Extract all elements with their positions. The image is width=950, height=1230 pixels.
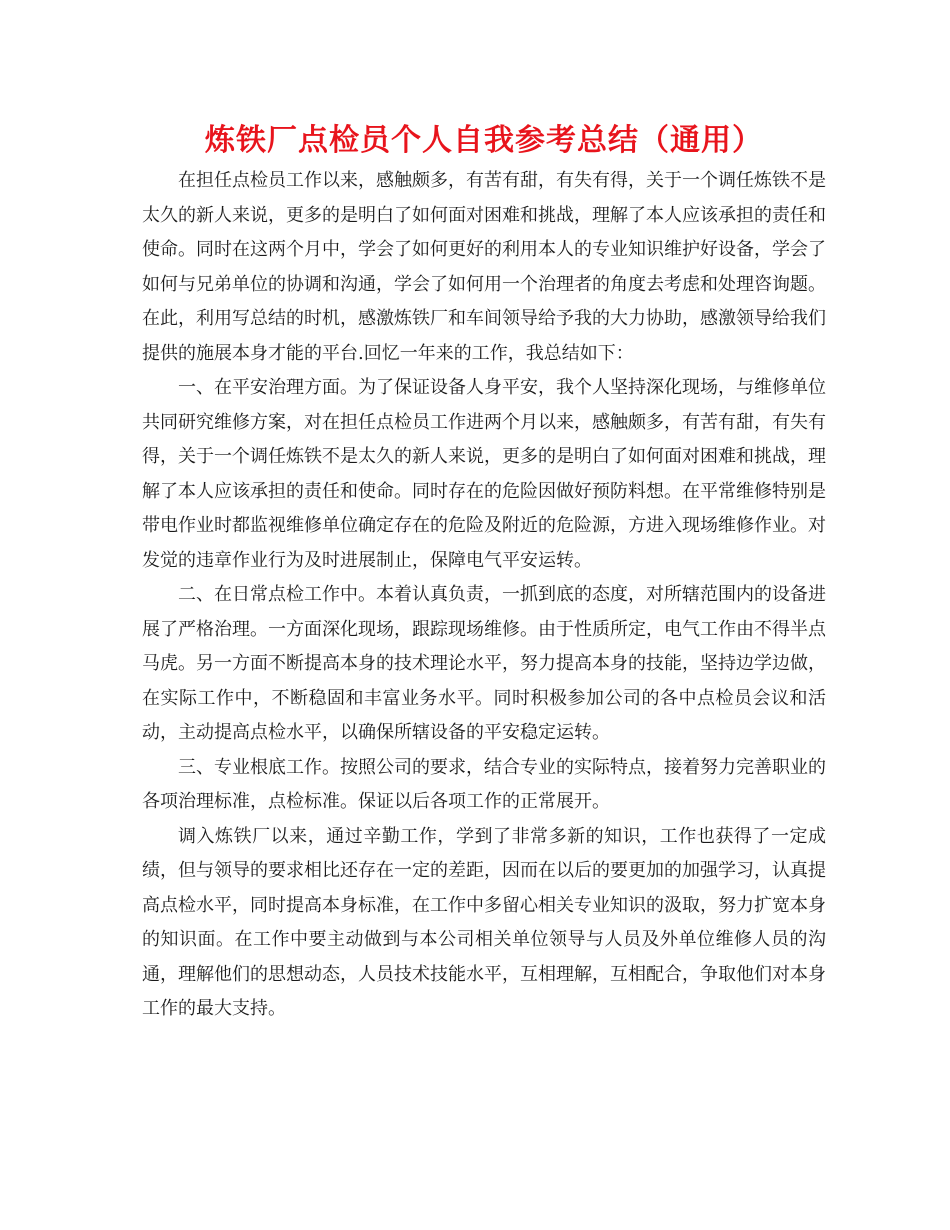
document-title: 炼铁厂点检员个人自我参考总结（通用） [205, 123, 763, 158]
safety-management-paragraph: 一、在平安治理方面。为了保证设备人身平安，我个人坚持深化现场，与维修单位共同研究维修方案，对在担任点检员工作进两个月以来，感触颇多，有苦有甜，有失有得，关于一个调任炼铁不是太久的新人来说，更多的是明白了如何面对困难和挑战，理解了本人应该承担的责任和使命。同时存在的危险因做好预防料想。在平常维修特别是带电作业时都监视维修单位确定存在的危险及附近的危险源，方进入现场维修作业。对发觉的违章作业行为及时进展制止，保障电气平安运转。 [142, 377, 826, 571]
professional-foundation-paragraph: 三、专业根底工作。按照公司的要求，结合专业的实际特点，接着努力完善职业的各项治理标准，点检标准。保证以后各项工作的正常展开。 [142, 756, 826, 812]
conclusion-paragraph: 调入炼铁厂以来，通过辛勤工作，学到了非常多新的知识，工作也获得了一定成绩，但与领导的要求相比还存在一定的差距，因而在以后的要更加的加强学习，认真提高点检水平，同时提高本身标准，在工作中多留心相关专业知识的汲取，努力扩宽本身的知识面。在工作中要主动做到与本公司相关单位领导与人员及外单位维修人员的沟通，理解他们的思想动态，人员技术技能水平，互相理解，互相配合，争取他们对本身工作的最大支持。 [142, 825, 826, 1019]
intro-paragraph: 在担任点检员工作以来，感触颇多，有苦有甜，有失有得，关于一个调任炼铁不是太久的新人来说，更多的是明白了如何面对困难和挑战，理解了本人应该承担的责任和使命。同时在这两个月中，学会了如何更好的利用本人的专业知识维护好设备，学会了如何与兄弟单位的协调和沟通，学会了如何用一个治理者的角度去考虑和处理咨询题。在此，利用写总结的时机，感激炼铁厂和车间领导给予我的大力协助，感激领导给我们提供的施展本身才能的平台.回忆一年来的工作，我总结如下： [142, 170, 826, 364]
document-page [142, 118, 826, 1027]
daily-inspection-paragraph: 二、在日常点检工作中。本着认真负责，一抓到底的态度，对所辖范围内的设备进展了严格治理。一方面深化现场，跟踪现场维修。由于性质所定，电气工作由不得半点马虎。另一方面不断提高本身的技术理论水平，努力提高本身的技能，坚持边学边做，在实际工作中，不断稳固和丰富业务水平。同时积极参加公司的各中点检员会议和活动，主动提高点检水平，以确保所辖设备的平安稳定运转。 [142, 584, 826, 743]
